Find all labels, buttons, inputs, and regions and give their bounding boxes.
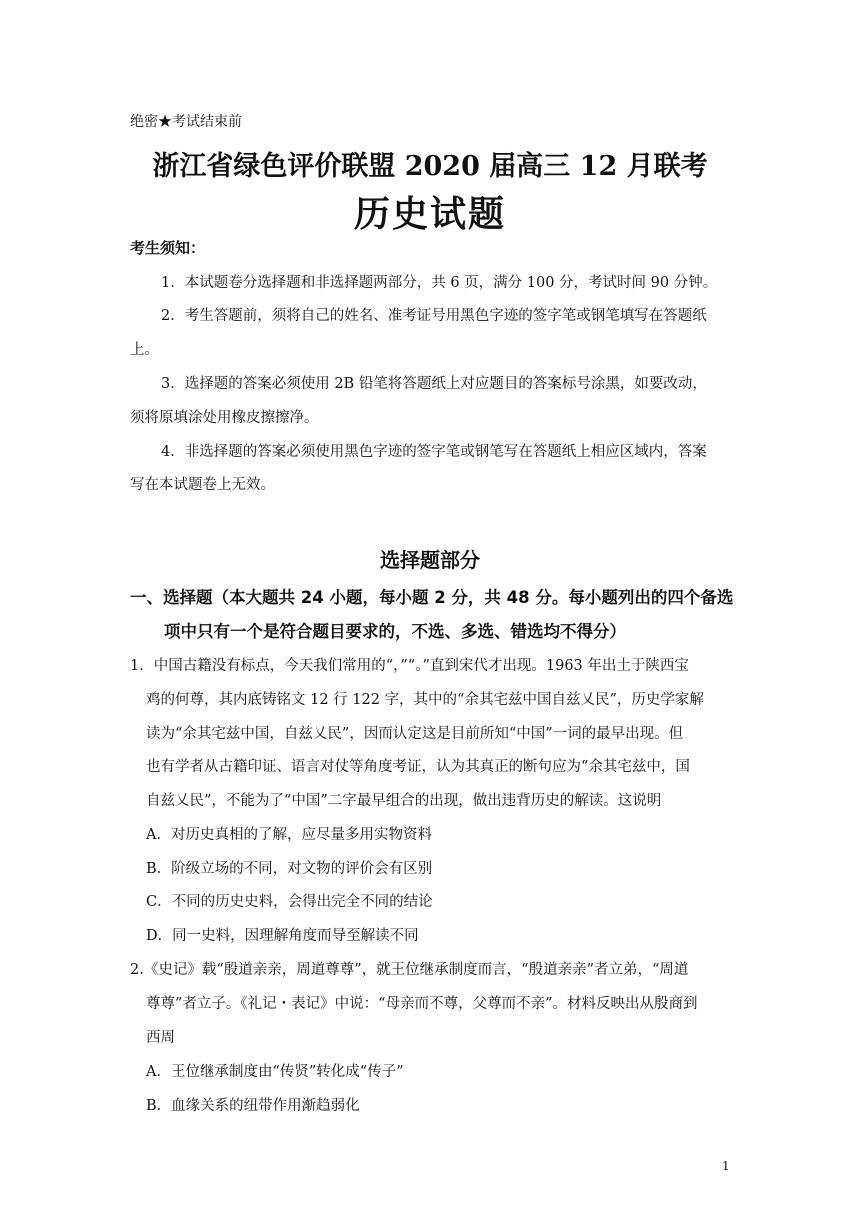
- notice-line: 1．本试题卷分选择题和非选择题两部分，共 6 页，满分 100 分，考试时间 90 分钟。: [161, 275, 718, 291]
- part-heading: 项中只有一个是符合题目要求的，不选、多选、错选均不得分）: [164, 622, 626, 641]
- question-1-option: C．不同的历史史料，会得出完全不同的结论: [146, 894, 433, 910]
- question-2-option: B．血缘关系的纽带作用渐趋弱化: [146, 1098, 360, 1114]
- question-1-option: B．阶级立场的不同，对文物的评价会有区别: [146, 861, 433, 877]
- notice-line: 上。: [130, 342, 159, 358]
- page-number: 1: [722, 1159, 730, 1173]
- question-2-line: 尊尊”者立子。《礼记・表记》中说：“母亲而不尊，父尊而不亲”。材料反映出从殷商到: [146, 996, 698, 1012]
- question-1-line: 鸡的何尊，其内底铸铭文 12 行 122 字，其中的“余其宅兹中国自兹乂民”，历史学家解: [146, 692, 704, 708]
- question-1-line: 自兹乂民”，不能为了“中国”二字最早组合的出现，做出违背历史的解读。这说明: [146, 793, 662, 809]
- notice-line: 须将原填涂处用橡皮擦擦净。: [130, 410, 319, 426]
- notice-line: 4．非选择题的答案必须使用黑色字迹的签字笔或钢笔写在答题纸上相应区域内，答案: [161, 444, 707, 460]
- part-heading: 一、选择题（本大题共 24 小题，每小题 2 分，共 48 分。每小题列出的四个备选: [130, 588, 734, 607]
- question-1-line: 也有学者从古籍印证、语言对仗等角度考证，认为其真正的断句应为“余其宅兹中，国: [146, 759, 690, 775]
- confidential-mark: 绝密★考试结束前: [130, 114, 242, 130]
- exam-title: 浙江省绿色评价联盟 2020 届高三 12 月联考: [152, 151, 708, 182]
- question-2-option: A．王位继承制度由“传贤”转化成“传子”: [146, 1064, 404, 1080]
- notice-line: 2．考生答题前，须将自己的姓名、准考证号用黑色字迹的签字笔或钢笔填写在答题纸: [161, 308, 707, 324]
- question-2-line: 西周: [146, 1030, 175, 1046]
- question-1-option: D．同一史料，因理解角度而导至解读不同: [146, 928, 419, 944]
- question-2-line: 2.《史记》载“殷道亲亲，周道尊尊”，就王位继承制度而言，“殷道亲亲”者立弟，“周道: [130, 962, 689, 978]
- question-1-line: 1．中国古籍没有标点，今天我们常用的“，”“。”直到宋代才出现。1963 年出土于陕西宝: [130, 658, 689, 674]
- section-title: 选择题部分: [380, 548, 480, 572]
- exam-subtitle: 历史试题: [353, 193, 506, 235]
- question-1-option: A．对历史真相的了解，应尽量多用实物资料: [146, 827, 432, 843]
- notice-line: 3．选择题的答案必须使用 2B 铅笔将答题纸上对应题目的答案标号涂黑，如要改动，: [161, 376, 707, 392]
- question-1-line: 读为“余其宅兹中国，自兹乂民”，因而认定这是目前所知“中国”一词的最早出现。但: [146, 726, 684, 742]
- notice-line: 写在本试题卷上无效。: [130, 477, 275, 493]
- notice-heading: 考生须知：: [130, 239, 206, 257]
